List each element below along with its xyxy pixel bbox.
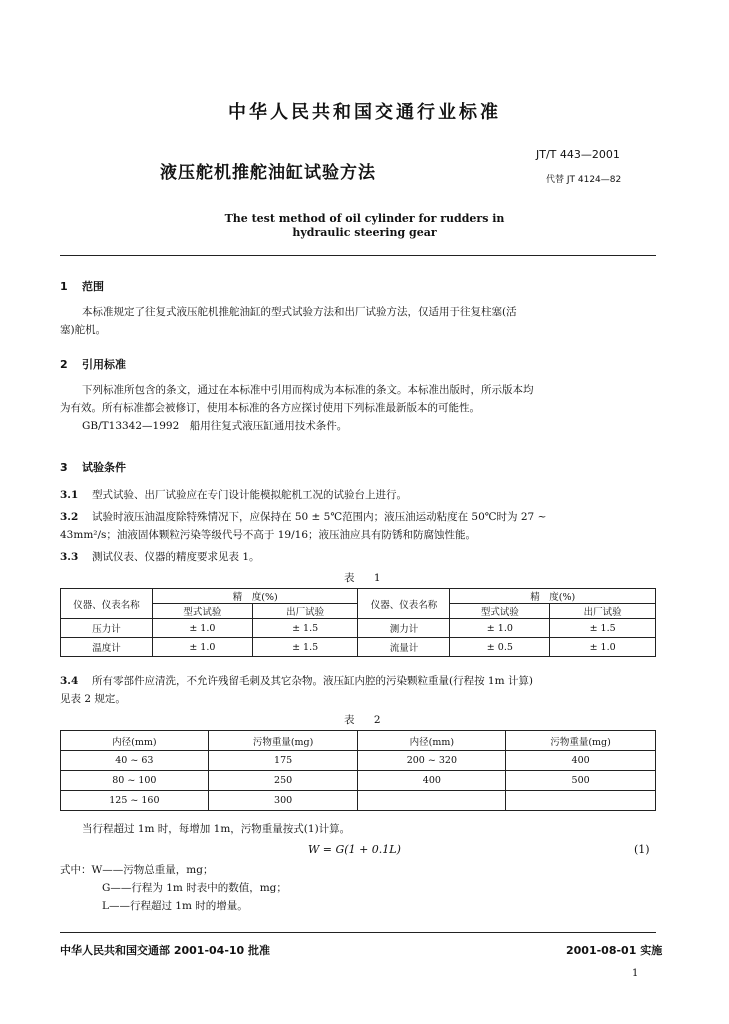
col-header-precision: 精 度(%) — [450, 589, 656, 604]
col-header-factory-test: 出厂试验 — [252, 604, 358, 619]
clause-number: 3.1 — [60, 489, 79, 501]
table-1 — [60, 588, 656, 657]
table-row — [61, 751, 656, 771]
document-title: 液压舵机推舵油缸试验方法 — [160, 163, 376, 183]
normative-reference: GB/T13342—1992 船用往复式液压缸通用技术条件。 — [82, 420, 348, 432]
clause-text: 试验时液压油温度除特殊情况下，应保持在 50 ± 5℃范围内；液压油运动粘度在 50℃时为 27 ~ — [92, 511, 547, 523]
equation-number: (1) — [634, 843, 650, 856]
section-2-heading — [60, 356, 126, 372]
header-divider — [60, 255, 656, 256]
col-header-name: 仪器、仪表名称 — [61, 589, 153, 619]
table-cell: ± 0.5 — [450, 638, 550, 657]
text-line: 本标准规定了往复式液压舵机推舵油缸的型式试验方法和出厂试验方法，仅适用于往复柱塞(活 — [82, 306, 517, 318]
table-row — [61, 771, 656, 791]
section-title: 试验条件 — [82, 461, 126, 474]
table-cell: 300 — [208, 791, 358, 811]
col-header-factory-test: 出厂试验 — [550, 604, 656, 619]
section-number: 2 — [60, 358, 68, 371]
table-cell: 压力计 — [61, 619, 153, 638]
text-line: 为有效。所有标准都会被修订，使用本标准的各方应探讨使用下列标准最新版本的可能性。 — [60, 402, 480, 414]
table-cell: 温度计 — [61, 638, 153, 657]
clause-number: 3.4 — [60, 675, 79, 687]
supersedes-note: 代替 JT 4124—82 — [546, 175, 622, 185]
table-cell: ± 1.0 — [152, 638, 252, 657]
clause-text: 43mm²/s；油液固体颗粒污染等级代号不高于 19/16；液压油应具有防锈和防腐蚀性能。 — [60, 529, 477, 541]
standard-category: 中华人民共和国交通行业标准 — [228, 102, 501, 123]
variable-definition: L——行程超过 1m 时的增量。 — [102, 900, 248, 912]
section-title: 范围 — [82, 280, 104, 293]
clause-text: 所有零部件应清洗，不允许残留毛刺及其它杂物。液压缸内腔的污染颗粒重量(行程按 1m 计算) — [92, 675, 534, 687]
table-row — [61, 619, 656, 638]
section-number: 1 — [60, 280, 68, 293]
text-line: 当行程超过 1m 时，每增加 1m，污物重量按式(1)计算。 — [82, 823, 351, 835]
table-cell: 400 — [506, 751, 656, 771]
col-header-weight: 污物重量(mg) — [208, 731, 358, 751]
table-1-caption: 表 1 — [344, 572, 389, 584]
table-2 — [60, 730, 656, 811]
table-cell: 40 ~ 63 — [61, 751, 209, 771]
formula-intro — [60, 820, 660, 838]
table-cell: ± 1.5 — [252, 638, 358, 657]
section-number: 3 — [60, 461, 68, 474]
table-cell: 200 ~ 320 — [358, 751, 506, 771]
table-cell: 250 — [208, 771, 358, 791]
clause-text: 见表 2 规定。 — [60, 693, 126, 705]
table-2-caption: 表 2 — [344, 714, 389, 726]
english-title — [0, 212, 729, 240]
table-cell: ± 1.5 — [252, 619, 358, 638]
text-line: 下列标准所包含的条文，通过在本标准中引用而构成为本标准的条文。本标准出版时，所示版本均 — [82, 384, 534, 396]
col-header-type-test: 型式试验 — [152, 604, 252, 619]
table-cell: ± 1.0 — [152, 619, 252, 638]
approval-note: 中华人民共和国交通部 2001-04-10 批准 — [60, 944, 271, 957]
table-cell: 400 — [358, 771, 506, 791]
clause-3-1 — [60, 486, 660, 504]
clause-text: 型式试验、出厂试验应在专门设计能模拟舵机工况的试验台上进行。 — [92, 489, 407, 501]
table-cell: ± 1.0 — [450, 619, 550, 638]
variable-definition: W——污物总重量，mg； — [91, 864, 214, 876]
table-cell: 500 — [506, 771, 656, 791]
table-cell: ± 1.0 — [550, 638, 656, 657]
table-cell: 125 ~ 160 — [61, 791, 209, 811]
table-cell: 80 ~ 100 — [61, 771, 209, 791]
standard-code: JT/T 443—2001 — [536, 148, 620, 161]
table-cell — [506, 791, 656, 811]
section-2-text — [60, 381, 660, 435]
footer-divider — [60, 932, 656, 933]
section-3-heading — [60, 459, 126, 475]
section-1-heading — [60, 278, 104, 294]
table-cell: 流量计 — [358, 638, 450, 657]
clause-3-4 — [60, 672, 660, 708]
col-header-weight: 污物重量(mg) — [506, 731, 656, 751]
variable-definition: G——行程为 1m 时表中的数值，mg； — [102, 882, 287, 894]
english-title-line1: The test method of oil cylinder for rudders in — [224, 212, 505, 225]
equation: W = G(1 + 0.1L) — [308, 843, 401, 856]
table-cell — [358, 791, 506, 811]
table-row — [61, 638, 656, 657]
table-row — [61, 791, 656, 811]
col-header-diameter: 内径(mm) — [61, 731, 209, 751]
clause-3-2 — [60, 508, 660, 544]
col-header-diameter: 内径(mm) — [358, 731, 506, 751]
table-cell: 175 — [208, 751, 358, 771]
clause-number: 3.2 — [60, 511, 79, 523]
clause-3-3 — [60, 548, 660, 566]
clause-number: 3.3 — [60, 551, 79, 563]
col-header-name: 仪器、仪表名称 — [358, 589, 450, 619]
where-block — [60, 861, 287, 915]
col-header-type-test: 型式试验 — [450, 604, 550, 619]
where-prefix: 式中： — [60, 864, 92, 876]
implementation-date: 2001-08-01 实施 — [566, 944, 663, 957]
page-number: 1 — [632, 968, 639, 979]
section-title: 引用标准 — [82, 358, 126, 371]
table-cell: ± 1.5 — [550, 619, 656, 638]
section-1-text — [60, 303, 660, 339]
english-title-line2: hydraulic steering gear — [292, 226, 437, 239]
text-line: 塞)舵机。 — [60, 324, 107, 336]
clause-text: 测试仪表、仪器的精度要求见表 1。 — [92, 551, 260, 563]
table-cell: 测力计 — [358, 619, 450, 638]
col-header-precision: 精 度(%) — [152, 589, 358, 604]
